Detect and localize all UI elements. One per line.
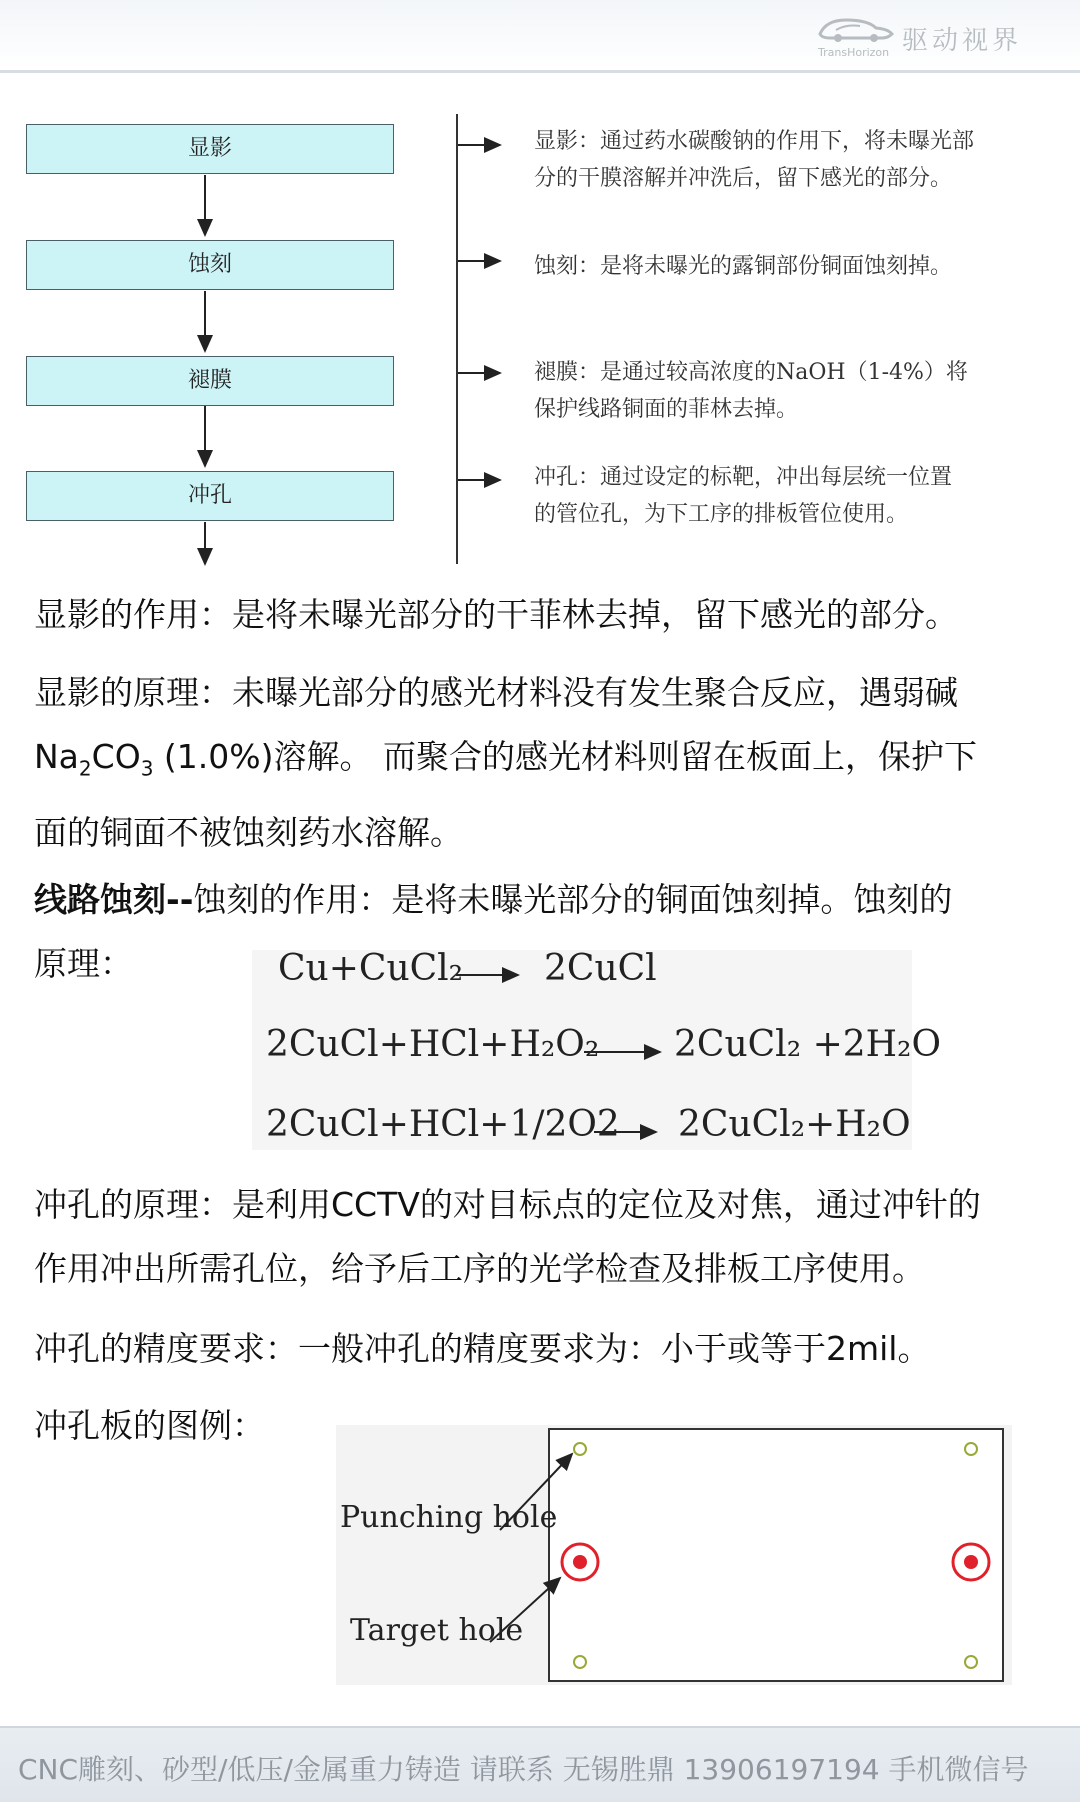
punching-hole [965,1656,977,1668]
desc-strip: 褪膜：是通过较高浓度的NaOH（1-4%）将 保护线路铜面的菲林去掉。 [534,360,968,422]
flow-step-develop: 显影 [26,124,394,174]
etch-text: 线路蚀刻--蚀刻的作用：是将未曝光部分的铜面蚀刻掉。蚀刻的 原理： [34,880,953,983]
equation-1-lhs: Cu+CuCl₂ [278,948,464,989]
etch-heading: 线路蚀刻-- [34,880,194,919]
footer-bar [0,1726,1080,1802]
equation-3-lhs: 2CuCl+HCl+1/2O2 [266,1104,620,1145]
develop-function-text: 显影的作用：是将未曝光部分的干菲林去掉，留下感光的部分。 [34,595,958,634]
logo-en-text: TransHorizon [818,46,890,59]
punching-hole [574,1443,586,1455]
flow-step-strip: 褪膜 [26,356,394,406]
flow-step-etch: 蚀刻 [26,240,394,290]
desc-etch: 蚀刻：是将未曝光的露铜部份铜面蚀刻掉。 [534,254,953,279]
punch-precision-text: 冲孔的精度要求：一般冲孔的精度要求为：小于或等于2mil。 [34,1329,931,1368]
target-hole-center [573,1555,587,1569]
desc-punch: 冲孔：通过设定的标靶，冲出每层统一位置 的管位孔，为下工序的排板管位使用。 [534,465,953,527]
equation-3-rhs: 2CuCl₂+H₂O [678,1104,911,1145]
punch-example-label: 冲孔板的图例： [34,1406,265,1445]
desc-develop: 显影：通过药水碳酸钠的作用下，将未曝光部 分的干膜溶解并冲洗后，留下感光的部分。 [534,129,975,191]
equation-2-lhs: 2CuCl+HCl+H₂O₂ [266,1024,600,1065]
develop-principle-text: 显影的原理：未曝光部分的感光材料没有发生聚合反应，遇弱碱 $Na_2CO_3$ (1.0%)溶解。 而聚合的感光材料则留在板面上，保护下 面的铜面不被蚀刻药水溶解。 [34,673,977,852]
footer-contact-text: CNC雕刻、砂型/低压/金属重力铸造 请联系 无锡胜鼎 13906197194 手机微信号 [18,1753,1029,1786]
punching-hole [965,1443,977,1455]
punching-hole-label: Punching hole [340,1500,558,1535]
punch-principle-text: 冲孔的原理：是利用CCTV的对目标点的定位及对焦，通过冲针的 作用冲出所需孔位，给予后工序的光学检查及排板工序使用。 [34,1185,981,1288]
equation-1-rhs: 2CuCl [544,948,657,989]
punching-hole [574,1656,586,1668]
logo-cn-text: 驱动视界 [902,26,1023,56]
target-hole-label: Target hole [350,1613,524,1648]
equation-2-rhs: 2CuCl₂ +2H₂O [674,1024,941,1065]
target-hole-center [964,1555,978,1569]
flow-step-punch: 冲孔 [26,471,394,521]
